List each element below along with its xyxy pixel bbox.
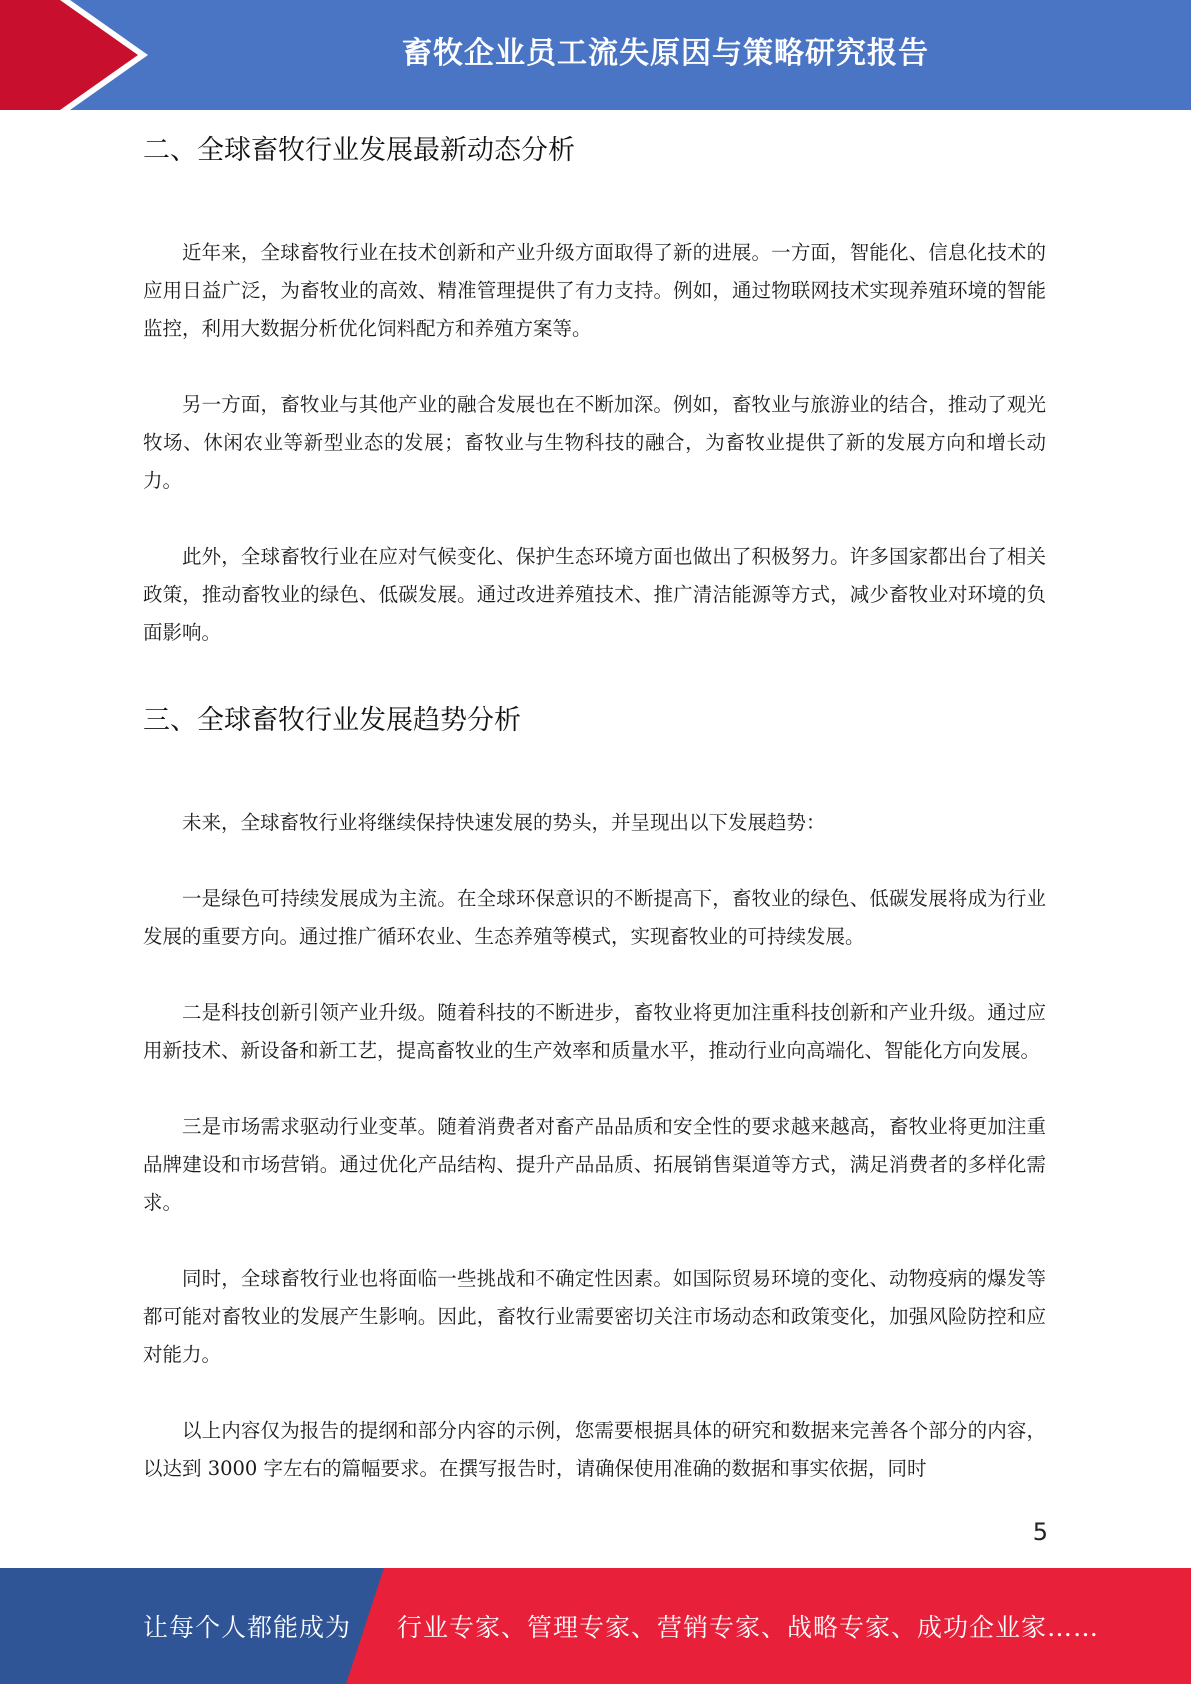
paragraph: 未来，全球畜牧行业将继续保持快速发展的势头，并呈现出以下发展趋势：	[182, 811, 826, 834]
paragraph: 三是市场需求驱动行业变革。随着消费者对畜产品品质和安全性的要求越来越高，畜牧业将更加注重品牌建设和市场营销。通过优化产品结构、提升产品品质、拓展销售渠道等方式，满足消费者的多样化需求。	[143, 1115, 1046, 1214]
section-heading-2: 二、全球畜牧行业发展最新动态分析	[143, 135, 575, 166]
paragraph: 近年来，全球畜牧行业在技术创新和产业升级方面取得了新的进展。一方面，智能化、信息化技术的应用日益广泛，为畜牧业的高效、精准管理提供了有力支持。例如，通过物联网技术实现养殖环境的智能监控，利用大数据分析优化饲料配方和养殖方案等。	[143, 241, 1046, 340]
footer-slogan-right: 行业专家、管理专家、营销专家、战略专家、成功企业家……	[397, 1613, 1100, 1642]
paragraph: 同时，全球畜牧行业也将面临一些挑战和不确定性因素。如国际贸易环境的变化、动物疫病的爆发等都可能对畜牧业的发展产生影响。因此，畜牧行业需要密切关注市场动态和政策变化，加强风险防控和应对能力。	[143, 1267, 1046, 1366]
header-arrow-icon	[0, 0, 138, 110]
page-footer	[0, 1568, 1191, 1684]
paragraph: 二是科技创新引领产业升级。随着科技的不断进步，畜牧业将更加注重科技创新和产业升级。通过应用新技术、新设备和新工艺，提高畜牧业的生产效率和质量水平，推动行业向高端化、智能化方向发展。	[143, 1001, 1046, 1062]
page-number: 5	[1032, 1518, 1048, 1546]
document-body	[143, 128, 1046, 1488]
paragraph: 此外，全球畜牧行业在应对气候变化、保护生态环境方面也做出了积极努力。许多国家都出台了相关政策，推动畜牧业的绿色、低碳发展。通过改进养殖技术、推广清洁能源等方式，减少畜牧业对环境的负面影响。	[143, 545, 1046, 644]
paragraph: 另一方面，畜牧业与其他产业的融合发展也在不断加深。例如，畜牧业与旅游业的结合，推动了观光牧场、休闲农业等新型业态的发展；畜牧业与生物科技的融合，为畜牧业提供了新的发展方向和增长动力。	[143, 393, 1046, 492]
document-title: 畜牧企业员工流失原因与策略研究报告	[402, 36, 929, 71]
paragraph: 一是绿色可持续发展成为主流。在全球环保意识的不断提高下，畜牧业的绿色、低碳发展将成为行业发展的重要方向。通过推广循环农业、生态养殖等模式，实现畜牧业的可持续发展。	[143, 887, 1046, 948]
paragraph: 以上内容仅为报告的提纲和部分内容的示例，您需要根据具体的研究和数据来完善各个部分的内容，以达到 3000 字左右的篇幅要求。在撰写报告时，请确保使用准确的数据和事实依据，同时	[143, 1419, 1046, 1480]
section-heading-3: 三、全球畜牧行业发展趋势分析	[143, 705, 521, 736]
page-header	[0, 0, 1191, 110]
footer-slogan-left: 让每个人都能成为	[143, 1613, 352, 1642]
